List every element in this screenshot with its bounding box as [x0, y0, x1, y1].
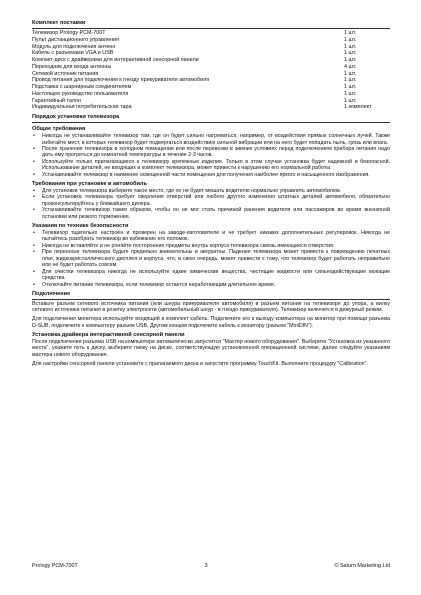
list-item: • Для очистки телевизора никогда не используйте едкие химические вещества, чистящие жидкости или сильнодействующие моющие средства. [32, 269, 390, 282]
page-content [32, 20, 390, 580]
kit-item-qty: 1 шт. [344, 77, 357, 84]
kit-item-name: Компакт-диск с драйверами для интерактивной сенсорной панели [32, 57, 199, 64]
connection-title-rule [32, 299, 390, 300]
kit-item-name: Переходник для входа антенны [32, 63, 112, 70]
general-title: Общие требования [32, 125, 86, 132]
kit-title-rule [32, 28, 390, 29]
list-item: • Используйте только прилагающиеся к телевизору крепежные изделия. Только в этом случае установка будет надежной и безопасной. Использование деталей, не входящих в комплект телевизора, может привести к нарушению его нормальной работы. [32, 159, 390, 172]
kit-item-qty: 1 шт. [344, 70, 357, 77]
list-item: • Никогда не устанавливайте телевизор там, где он будет сильно нагреваться, например, от воздействия прямых солнечных лучей. Также избегайте мест, в которых телевизор будет подвергаться воздействию сильной вибрации или на него будет попадать пыль, грязь или влага. [32, 133, 390, 146]
driver-title: Установка драйвера интерактивной сенсорной панели [32, 331, 185, 338]
driver-paragraph: После подключения разъема USB на компьютере автоматически запустится "Мастер нового оборудования". Выберите "Установка из указанного места", укажите путь к диску, выберите папку на диске, соответствующую установленной операционной системе, далее следуйте указаниям мастера нового оборудования. [32, 338, 390, 358]
kit-row [32, 64, 390, 71]
connection-title: Подключение [32, 290, 71, 297]
car-list [32, 188, 390, 220]
list-item: • Никогда не вставляйте и не роняйте посторонние предметы внутрь корпуса телевизора сквозь имеющиеся отверстия. [32, 243, 390, 249]
kit-row [32, 84, 390, 91]
kit-item-qty: 1 шт. [344, 97, 357, 104]
page-footer [32, 563, 390, 570]
safety-list [32, 230, 390, 288]
list-item: • При переноске телевизора будьте предельно внимательны и аккуратны. Падение телевизора может привести к повреждению печатных плат, жидкокристаллического дисплея и корпуса, что, в свою очередь, может привести к тому, что телевизор будет работать неправильно или не будет работать совсем. [32, 249, 390, 268]
kit-row [32, 98, 390, 105]
car-title: Требования при установке в автомобиль [32, 180, 147, 187]
kit-row [32, 77, 390, 84]
install-title-rule [32, 122, 390, 123]
kit-item-qty: 1 шт. [344, 57, 357, 64]
kit-row [32, 57, 390, 64]
list-item: • Устанавливайте телевизор таким образом, чтобы он не мог стать причиной ранения водителя или пассажиров во время внезапной остановки или резкого торможения. [32, 207, 390, 220]
kit-row [32, 104, 390, 111]
driver-paragraph: Для настройки сенсорной панели установите с прилагаемого диска и запустите программу TouchKit. Выполните процедуру "Calibration". [32, 360, 368, 367]
kit-item-name: Гарантийный талон [32, 97, 82, 104]
list-item: • Устанавливайте телевизор в наименее освещенной части помещения для получения наиболее яркого и насыщенного изображения. [32, 172, 390, 178]
kit-row [32, 37, 390, 44]
kit-item-name: Настоящее руководство пользователя [32, 90, 129, 97]
kit-item-name: Индивидуальная потребительская тара [32, 104, 132, 111]
footer-model: Prology PCM-700T [32, 563, 78, 569]
page-number: 3 [204, 563, 208, 569]
kit-row [32, 91, 390, 98]
list-item: • После хранения телевизора в холодном помещении или после перевозки в зимних условиях перед подключением прибора питания надо дать ему прогреться до комнатной температуры в течение 2-3 часов. [32, 146, 390, 159]
kit-list [32, 30, 390, 111]
kit-item-qty: 1 шт. [344, 90, 357, 97]
footer-copyright: © Saturn Marketing Ltd [334, 563, 390, 569]
kit-item-qty: 1 шт. [344, 43, 357, 50]
kit-item-qty: 4 шт. [344, 63, 357, 70]
kit-item-name: Кабель с разъемами VGA и USB [32, 50, 114, 57]
kit-item-name: Подставка с шарнирным соединителем [32, 84, 132, 91]
list-item: • Телевизор тщательно настроен и проверен на заводе-изготовителе и не требует никаких дополнительных регулировок. Никогда не пытайтесь разобрать телевизор во избежание его поломок. [32, 230, 390, 243]
kit-item-qty: 1 шт. [344, 30, 357, 37]
kit-item-name: Пульт дистанционного управления [32, 36, 119, 43]
install-title: Порядок установки телевизора [32, 114, 120, 121]
kit-item-qty: 1 шт. [344, 84, 357, 91]
list-item: • Если установка телевизора требует сверления отверстий или любого другого изменения штатных деталей автомобиля, обязательно проконсультируйтесь у ближайшего дилера. [32, 194, 390, 207]
list-item: • Для установки телевизора выберите такое место, где он не будет мешать водителю нормально управлять автомобилем. [32, 188, 390, 194]
kit-item-qty: 1 шт. [344, 50, 357, 57]
safety-title: Указания по технике безопасности [32, 222, 129, 229]
kit-item-name: Провод питания для подключения к гнезду прикуривателя автомобиля [32, 77, 210, 84]
kit-item-name: Модуль для подключения антенн [32, 43, 116, 50]
connection-paragraph: Для подключения монитора используйте входящий в комплект кабель. Подключите его к выходу компьютера на монитор при помощи разъема D-SUB, подключите к компьютеру разъем USB. Другим концом подключите кабель к монитору (разъем "MiniDIN"). [32, 316, 390, 329]
list-item: • Отключайте питание телевизора, если телевизор остается неработающим длительное время. [32, 282, 390, 288]
kit-row [32, 44, 390, 51]
kit-item-qty: 1 комплект [344, 104, 372, 111]
kit-row [32, 30, 390, 37]
kit-row [32, 71, 390, 78]
general-list [32, 133, 390, 178]
connection-paragraph: Вставьте разъем сетевого источника питания (или шнура прикуривателя автомобиля) в разъем питания на телевизоре до упора, а вилку сетевого источника питания в розетку электросети (автомобильный шнур - в гнездо прикуривателя). Телевизор включится в дежурный режим. [32, 300, 390, 314]
kit-title: Комплект поставки [32, 20, 86, 26]
kit-item-name: Сетевой источник питания [32, 70, 99, 77]
kit-item-name: Телевизор Prology PCM-700T [32, 30, 106, 37]
kit-item-qty: 1 шт. [344, 36, 357, 43]
